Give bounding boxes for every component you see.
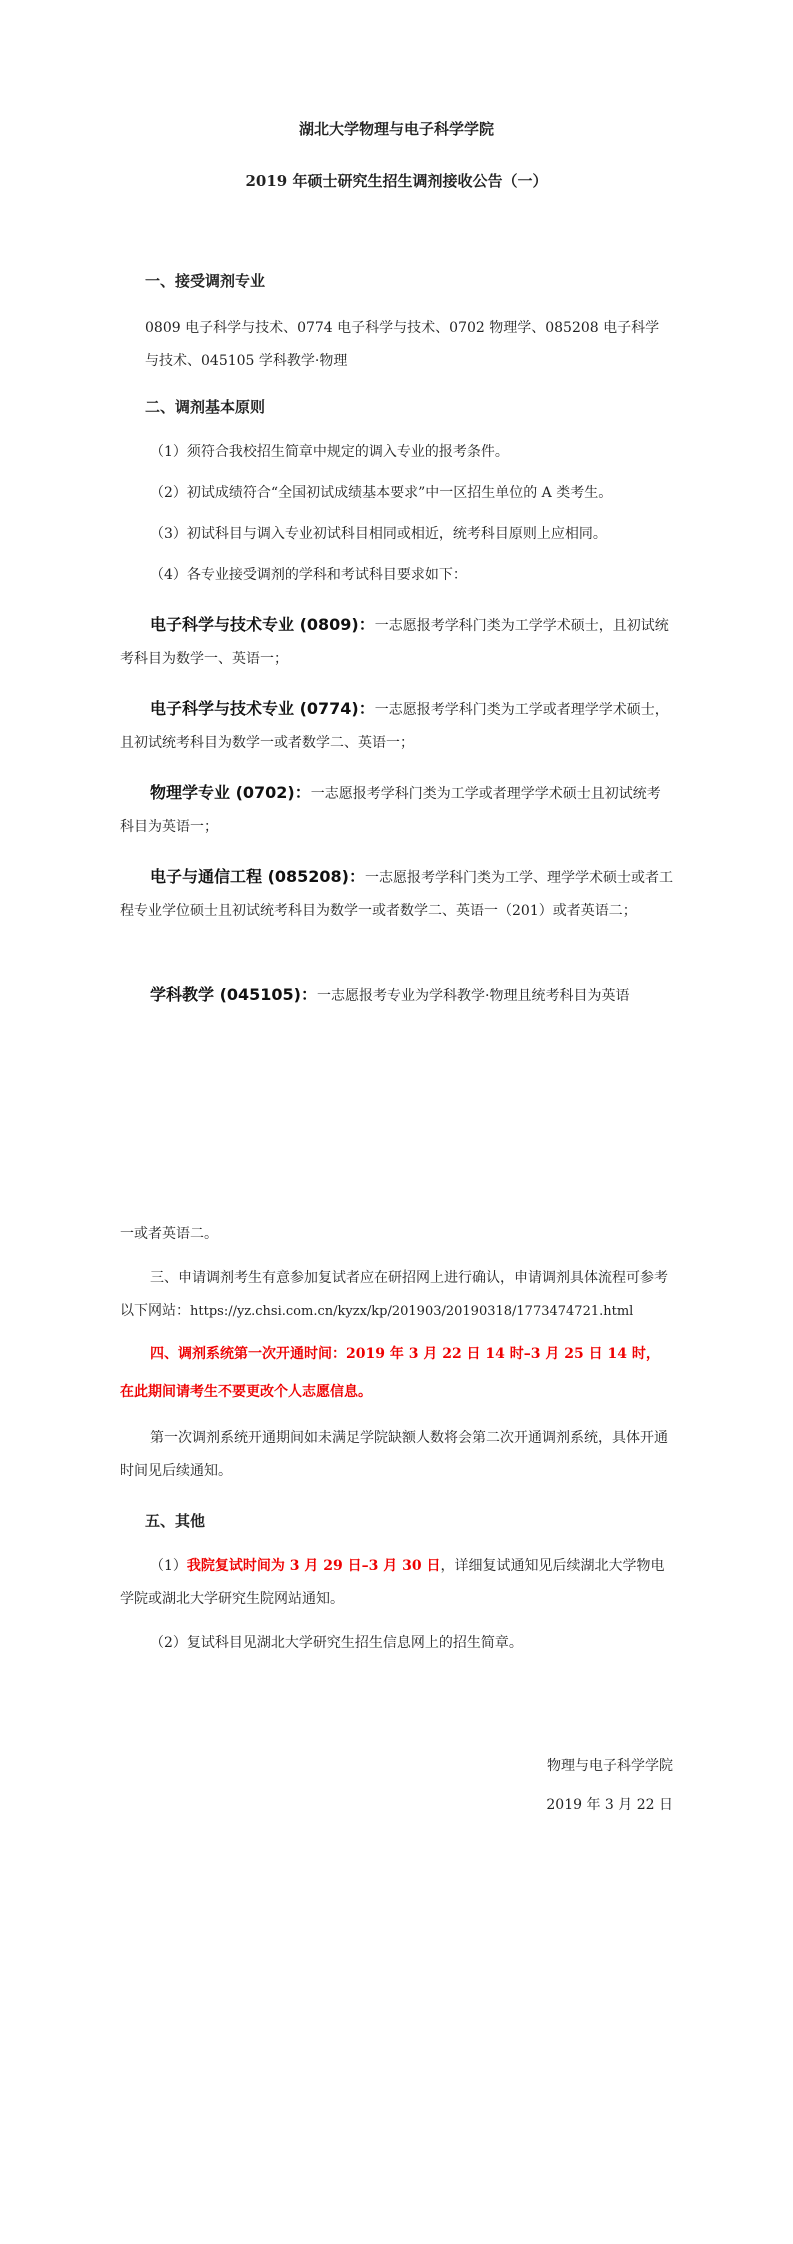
major-name: 电子与通信工程 (085208)： xyxy=(150,867,365,886)
major-desc: 一志愿报考学科门类为工学或者理学学术硕士且初试统考科目为英语一； xyxy=(120,786,661,835)
major-desc: 一志愿报考学科门类为工学学术硕士，且初试统考科目为数学一、英语一； xyxy=(120,618,669,667)
section1-heading: 一、接受调剂专业 xyxy=(145,272,266,290)
major-name: 物理学专业 (0702)： xyxy=(150,783,311,802)
page-title: 湖北大学物理与电子科学学院 xyxy=(298,120,494,138)
principle-item-3: （3）初试科目与调入专业初试科目相同或相近，统考科目原则上应相同。 xyxy=(150,526,607,542)
section3-text: 三、申请调剂考生有意参加复试者应在研招网上进行确认，申请调剂具体流程可参考以下网站： xyxy=(120,1270,668,1319)
major-0702 xyxy=(120,776,673,844)
section1-text: 0809 电子科学与技术、0774 电子科学与技术、0702 物理学、085208 电子科学与技术、045105 学科教学·物理 xyxy=(145,320,660,369)
major-045105 xyxy=(120,978,673,1013)
major-name: 电子科学与技术专业 (0809)： xyxy=(150,615,375,634)
major-0809 xyxy=(120,608,673,676)
major-name: 学科教学 (045105)： xyxy=(150,985,317,1004)
section4-line2: 在此期间请考生不要更改个人志愿信息。 xyxy=(120,1384,372,1400)
major-desc: 一志愿报考学科门类为工学或者理学学术硕士，且初试统考科目为数学一或者数学二、英语一； xyxy=(120,702,669,751)
principle-item-1: （1）须符合我校招生简章中规定的调入专业的报考条件。 xyxy=(150,444,509,460)
other-item-1-prefix: （1） xyxy=(150,1558,187,1574)
major-045105-continuation: 一或者英语二。 xyxy=(120,1226,218,1242)
procedure-link[interactable]: https://yz.chsi.com.cn/kyzx/kp/201903/20190318/1773474721.html xyxy=(190,1304,634,1319)
major-0774 xyxy=(120,692,673,760)
principle-item-4: （4）各专业接受调剂的学科和考试科目要求如下： xyxy=(150,567,467,583)
section3 xyxy=(120,1262,673,1328)
page-subtitle: 2019 年硕士研究生招生调剂接收公告（一） xyxy=(245,172,548,190)
section4-line1: 四、调剂系统第一次开通时间：2019 年 3 月 22 日 14 时–3 月 25 日 14 时， xyxy=(150,1346,660,1362)
major-085208 xyxy=(120,860,673,928)
retest-time: 我院复试时间为 3 月 29 日–3 月 30 日 xyxy=(186,1558,441,1574)
major-desc: 一志愿报考专业为学科教学·物理且统考科目为英语 xyxy=(317,988,630,1004)
other-item-1 xyxy=(120,1550,673,1616)
section5-heading: 五、其他 xyxy=(145,1512,206,1530)
signature-date: 2019 年 3 月 22 日 xyxy=(546,1797,673,1813)
principle-item-2: （2）初试成绩符合“全国初试成绩基本要求”中一区招生单位的 A 类考生。 xyxy=(150,485,613,501)
major-desc: 一志愿报考学科门类为工学、理学学术硕士或者工程专业学位硕士且初试统考科目为数学一或者数学二、英语一（201）或者英语二； xyxy=(120,870,673,919)
other-item-1-rest: ，详细复试通知见后续湖北大学物电学院或湖北大学研究生院网站通知。 xyxy=(120,1558,665,1607)
major-name: 电子科学与技术专业 (0774)： xyxy=(150,699,375,718)
signature-org: 物理与电子科学学院 xyxy=(547,1758,673,1774)
other-item-2: （2）复试科目见湖北大学研究生招生信息网上的招生简章。 xyxy=(150,1635,523,1651)
section4-note: 第一次调剂系统开通期间如未满足学院缺额人数将会第二次开通调剂系统，具体开通时间见后续通知。 xyxy=(120,1430,668,1479)
section2-heading: 二、调剂基本原则 xyxy=(145,398,266,416)
